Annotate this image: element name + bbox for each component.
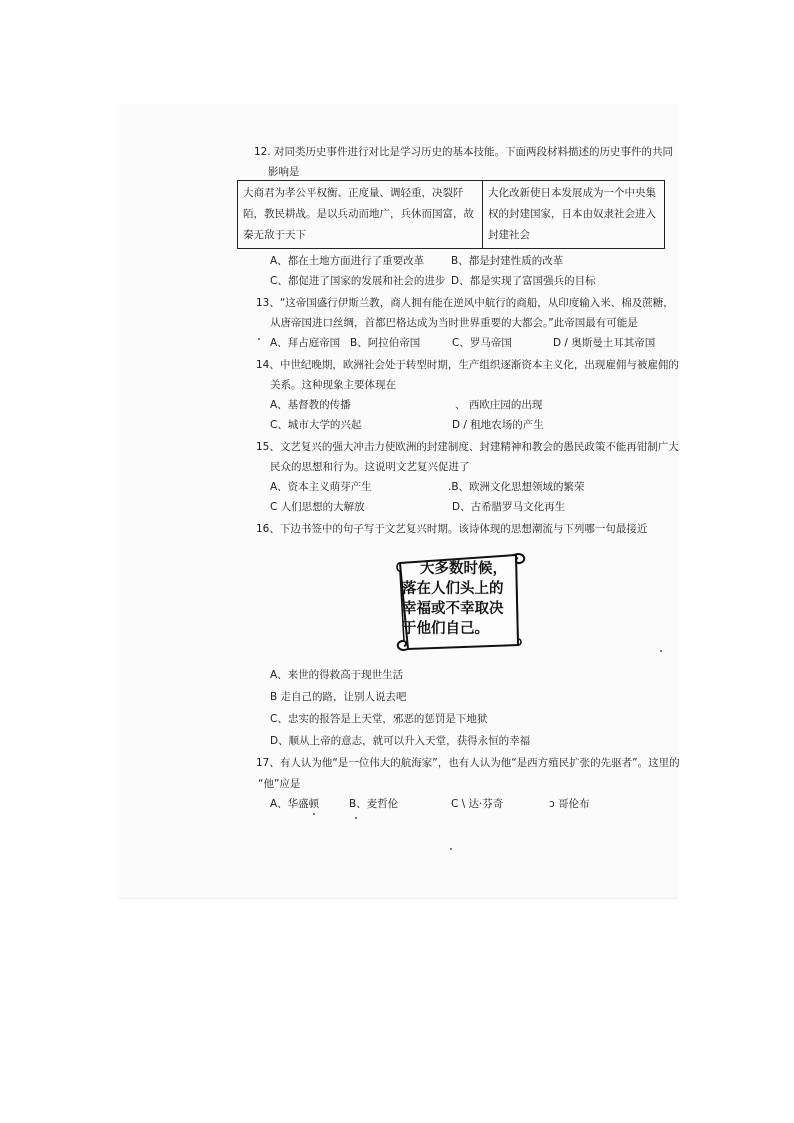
q16-stem: 16、下边书签中的句子写于文艺复兴时期。该诗体现的思想潮流与下列哪一句最接近 bbox=[256, 523, 648, 535]
page-edge-line bbox=[118, 898, 678, 899]
q12-option-a: A、都在土地方面进行了重要改革 bbox=[270, 255, 425, 267]
scan-speck bbox=[258, 338, 260, 340]
bookmark-line-4: 于他们自己。 bbox=[402, 620, 489, 637]
q12-material-left: 大商君为孝公平权衡、正度量、调轻重，决裂阡陌，教民耕战。是以兵动而地广，兵休而国富，故秦无敌于天下 bbox=[238, 181, 483, 249]
q12-stem-line2: 影响是 bbox=[268, 166, 300, 178]
q15-option-d: D、古希腊罗马文化再生 bbox=[452, 501, 566, 513]
bookmark-line-1: 大多数时候， bbox=[420, 560, 507, 577]
q15-option-c: C 人们思想的大解放 bbox=[270, 501, 365, 513]
q15-option-b: .B、欧洲文化思想领域的繁荣 bbox=[448, 481, 585, 493]
scan-speck bbox=[355, 817, 357, 819]
q16-option-d: D、顺从上帝的意志，就可以升入天堂，获得永恒的幸福 bbox=[270, 735, 531, 747]
q17-stem-line2: “他”应是 bbox=[258, 778, 301, 790]
q13-option-c: C、罗马帝国 bbox=[452, 337, 512, 349]
q14-option-c: C、城市大学的兴起 bbox=[270, 419, 362, 431]
q12-option-c: C、都促进了国家的发展和社会的进步 bbox=[270, 275, 446, 287]
q13-stem-line2: 从唐帝国进口丝绸，首都巴格达成为当时世界重要的大都会。”此帝国最有可能是 bbox=[270, 317, 638, 329]
q14-stem-line2: 关系。这种现象主要体现在 bbox=[270, 379, 396, 391]
bookmark-scroll bbox=[394, 549, 526, 659]
q16-option-a: A、来世的得救高于现世生活 bbox=[270, 669, 404, 681]
q12-option-b: B、都是封建性质的改革 bbox=[451, 255, 564, 267]
q12-material-table bbox=[237, 180, 665, 249]
scan-speck bbox=[450, 848, 452, 850]
bookmark-line-2: 落在人们头上的 bbox=[402, 580, 504, 597]
q17-option-d: ↄ 哥伦布 bbox=[549, 798, 590, 810]
q12-stem-line1: 12. 对同类历史事件进行对比是学习历史的基本技能。下面两段材料描述的历史事件的共同 bbox=[254, 146, 674, 158]
q14-option-d: D / 租地农场的产生 bbox=[452, 419, 544, 431]
q12-option-d: D、都是实现了富国强兵的目标 bbox=[451, 275, 596, 287]
q14-option-a: A、基督教的传播 bbox=[270, 399, 351, 411]
q13-stem-line1: 13、“这帝国盛行伊斯兰教，商人拥有能在逆风中航行的商船，从印度输入米、棉及蔗糖， bbox=[256, 297, 674, 309]
scan-speck bbox=[313, 813, 315, 815]
q15-stem-line2: 民众的思想和行为。这说明文艺复兴促进了 bbox=[270, 461, 470, 473]
q17-stem-line1: 17、有人认为他“是一位伟大的航海家”，也有人认为他“是西方殖民扩张的先驱者”。这里的 bbox=[256, 757, 680, 769]
q17-option-b: B、麦哲伦 bbox=[349, 798, 399, 810]
q17-option-c: C \ 达·芬奇 bbox=[451, 798, 504, 810]
q16-option-c: C、忠实的报答是上天堂，邪恶的惩罚是下地狱 bbox=[270, 713, 488, 725]
q13-option-a: A、拜占庭帝国 bbox=[270, 337, 341, 349]
q13-option-d: D / 奥斯曼土耳其帝国 bbox=[553, 337, 656, 349]
q17-option-a: A、华盛顿 bbox=[270, 798, 320, 810]
scan-speck bbox=[660, 650, 662, 652]
q15-stem-line1: 15、文艺复兴的强大冲击力使欧洲的封建制度、封建精神和教会的愚民政策不能再钳制广大 bbox=[256, 441, 679, 453]
q16-option-b: B 走自己的路，让别人说去吧 bbox=[270, 691, 407, 703]
q12-material-right: 大化改新使日本发展成为一个中央集权的封建国家，日本由奴隶社会进入封建社会 bbox=[483, 181, 665, 249]
q15-option-a: A、资本主义萌芽产生 bbox=[270, 481, 372, 493]
q13-option-b: B、阿拉伯帝国 bbox=[350, 337, 421, 349]
bookmark-line-3: 幸福或不幸取决 bbox=[402, 600, 504, 617]
q14-stem-line1: 14、中世纪晚期，欧洲社会处于转型时期，生产组织逐渐资本主义化，出现雇佣与被雇佣的 bbox=[256, 359, 679, 371]
bookmark-quote bbox=[402, 559, 522, 639]
q14-option-b: 、 西欧庄园的出现 bbox=[455, 399, 543, 411]
